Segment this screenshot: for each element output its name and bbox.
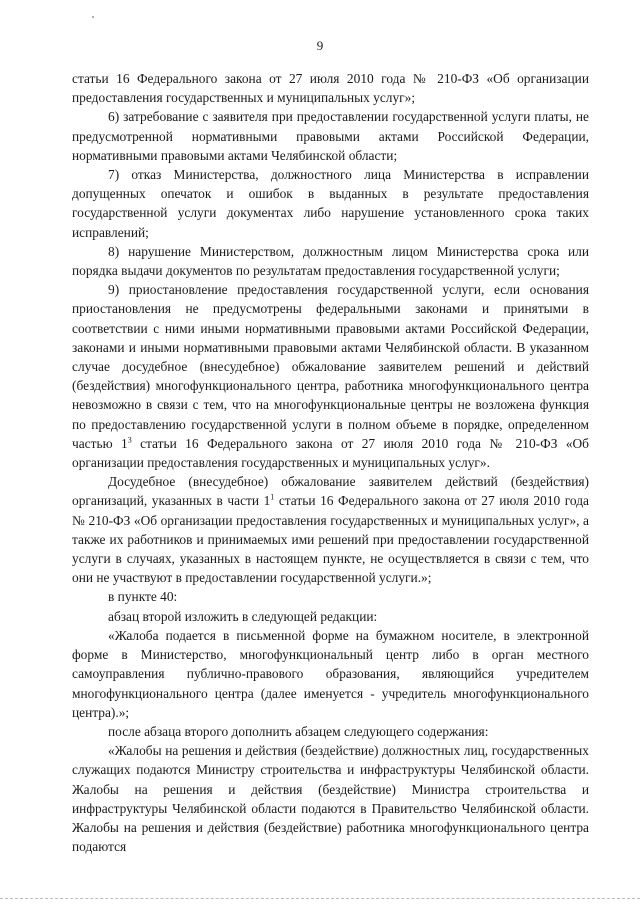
paragraph-pretrial-appeal [72, 472, 589, 587]
paragraph-item-9 [72, 280, 589, 472]
paragraph-1: статьи 16 Федерального закона от 27 июля 2010 года № 210-ФЗ «Об организации предоставления государственных и муниципальных услуг»; [72, 71, 589, 106]
paragraph-amendment-intro: абзац второй изложить в следующей редакции: [108, 608, 378, 624]
paragraph-complaints-addressees: «Жалобы на решения и действия (бездействие) должностных лиц, государственных служащих подаются Министру строительства и инфраструктуры Челябинской области. Жалобы на решения и действия (бездействие) Министра строительства и инфраструктуры Челябинской области подаются в Правительство Челябинской области. Жалобы на решения и действия (бездействие) работника многофункционального центра подаются [72, 743, 589, 855]
paragraph-pretrial-tail: статьи 16 Федерального закона от 27 июля 2010 года № 210-ФЗ «Об организации предоставления государственных и муниципальных услуг», а также их работников и принимаемых ими решений при предоставлении государственной услуги в случаях, указанных в настоящем пункте, не осуществляется в связи с тем, что они не участвуют в предоставлении государственной услуги.»; [72, 493, 589, 586]
paragraph-item-6: 6) затребование с заявителя при предоставлении государственной услуги платы, не предусмотренной нормативными правовыми актами Российской Федерации, нормативными правовыми актами Челябинской области; [72, 109, 589, 163]
paragraph-complaint-form: «Жалоба подается в письменной форме на бумажном носителе, в электронной форме в Министерство, многофункциональный центр либо в орган местного самоуправления публично-правового образования, являющийся учредителем многофункционального центра (далее именуется - учредитель многофункционального центра).»; [72, 627, 589, 720]
paragraph-item-9-text: 9) приостановление предоставления государственной услуги, если основания приостановления не предусмотрены федеральными законами и принятыми в соответствии с ними иными нормативными правовыми актами Российской Федерации, законами и иными нормативными правовыми актами Челябинской области. В указанном случае досудебное (внесудебное) обжалование заявителем решений и действий (бездействия) многофункционального центра, работника многофункционального центра невозможно в связи с тем, что на многофункциональные центры не возложена функция по предоставлению государственной услуги в полном объеме в порядке, определенном частью 1 [72, 282, 589, 451]
paragraph-addition-intro: после абзаца второго дополнить абзацем следующего содержания: [108, 723, 489, 739]
page-number: 9 [316, 38, 324, 53]
document-body [72, 69, 589, 856]
paragraph-pretrial-text: Досудебное (внесудебное) обжалование заявителем действий (бездействия) организаций, указанных в части 1 [72, 474, 589, 509]
paragraph-item-8: 8) нарушение Министерством, должностным лицом Министерства срока или порядка выдачи документов по результатам предоставления государственной услуги; [72, 243, 589, 279]
paragraph-point-40: в пункте 40: [108, 589, 178, 605]
superscript: 3 [127, 435, 132, 445]
paragraph-item-9-tail: статьи 16 Федерального закона от 27 июля 2010 года № 210-ФЗ «Об организации предоставления государственных и муниципальных услуг». [72, 435, 589, 471]
bottom-divider [0, 898, 640, 900]
scan-speck [92, 16, 94, 18]
superscript: 1 [270, 493, 275, 502]
paragraph-item-7: 7) отказ Министерства, должностного лица Министерства в исправлении допущенных опечаток и ошибок в выданных в результате предоставления государственной услуги документах либо нарушение установленного срока таких исправлений; [72, 167, 589, 240]
